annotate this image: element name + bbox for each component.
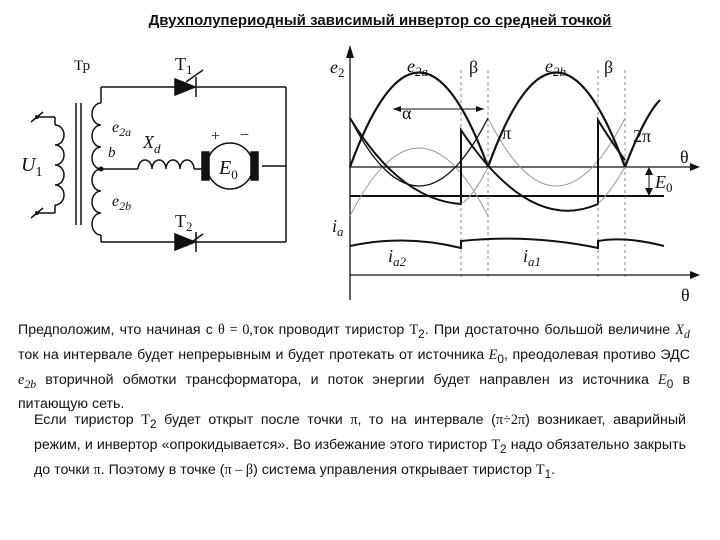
curve-ia1-label: $i_{a1}$	[523, 246, 542, 269]
terminal-dot	[35, 211, 39, 215]
e2-negative-envelope-start	[350, 118, 488, 186]
curve-ia2-label: $i_{a2}$	[388, 246, 407, 269]
e0-level-label: $E_0$	[655, 172, 673, 195]
u1-label: $U_1$	[21, 154, 43, 180]
plus-sign: +	[211, 128, 221, 145]
ud-light-branch	[461, 167, 625, 204]
terminal-dot	[35, 115, 39, 119]
motor-e0-label: $E_0$	[219, 157, 238, 182]
thyristor-t1-label: $T_1$	[175, 54, 193, 77]
inductor-xd-label: $X_d$	[143, 132, 161, 156]
beta-label: β	[469, 57, 479, 77]
midpoint-dot	[99, 167, 104, 172]
e2a-half-wave-light	[350, 148, 488, 216]
paragraph-2: Если тиристор $T_2$ будет открыт после точки π, то на интервале (π÷2π) возникает, аварийный режим, и инвертор «опрокидывается». Во избежание этого тиристор $T_2$ надо обязательно закрыть до точки π. Поэтому в точке (π – β) система управления открывает тиристор $T_1$.	[34, 412, 686, 481]
beta-label: β	[604, 57, 614, 77]
paragraph-1: Предположим, что начиная с θ = 0,ток проводит тиристор $T_2$. При достаточно большой величине $X_d$ ток на интервале будет непрерывным и будет протекать от источника $E_0$, преодолевая противо ЭДС $e_{2b}$ вторичной обмотки трансформатора, и поток энергии будет направлен из источника $E_0$ в питающую сеть.	[18, 322, 690, 413]
thyristor-t2-label: $T_2$	[175, 211, 193, 234]
curve-e2b-label: $e_{2b}$	[545, 56, 566, 79]
alpha-label: α	[402, 103, 412, 123]
y-axis-ia-label: $i_a$	[332, 216, 344, 239]
e2a-label: $e_{2a}$	[112, 119, 132, 139]
transformer-label: Тр	[74, 58, 91, 74]
y-axis-e2-label: $e_2$	[330, 57, 345, 80]
x-axis-theta-label: θ	[680, 147, 689, 167]
pi-tick-label: π	[502, 123, 512, 143]
dashed-guides	[461, 70, 625, 280]
minus-sign: −	[240, 127, 250, 144]
page-title: Двухполупериодный зависимый инвертор со средней точкой	[148, 12, 612, 29]
x-axis-theta-label: θ	[681, 285, 690, 305]
circuit-diagram	[31, 70, 286, 252]
e2b-label: $e_{2b}$	[112, 193, 132, 213]
midpoint-b-label: b	[108, 145, 116, 161]
curve-e2a-label: $e_{2a}$	[407, 56, 428, 79]
two-pi-tick-label: 2π	[633, 126, 652, 146]
